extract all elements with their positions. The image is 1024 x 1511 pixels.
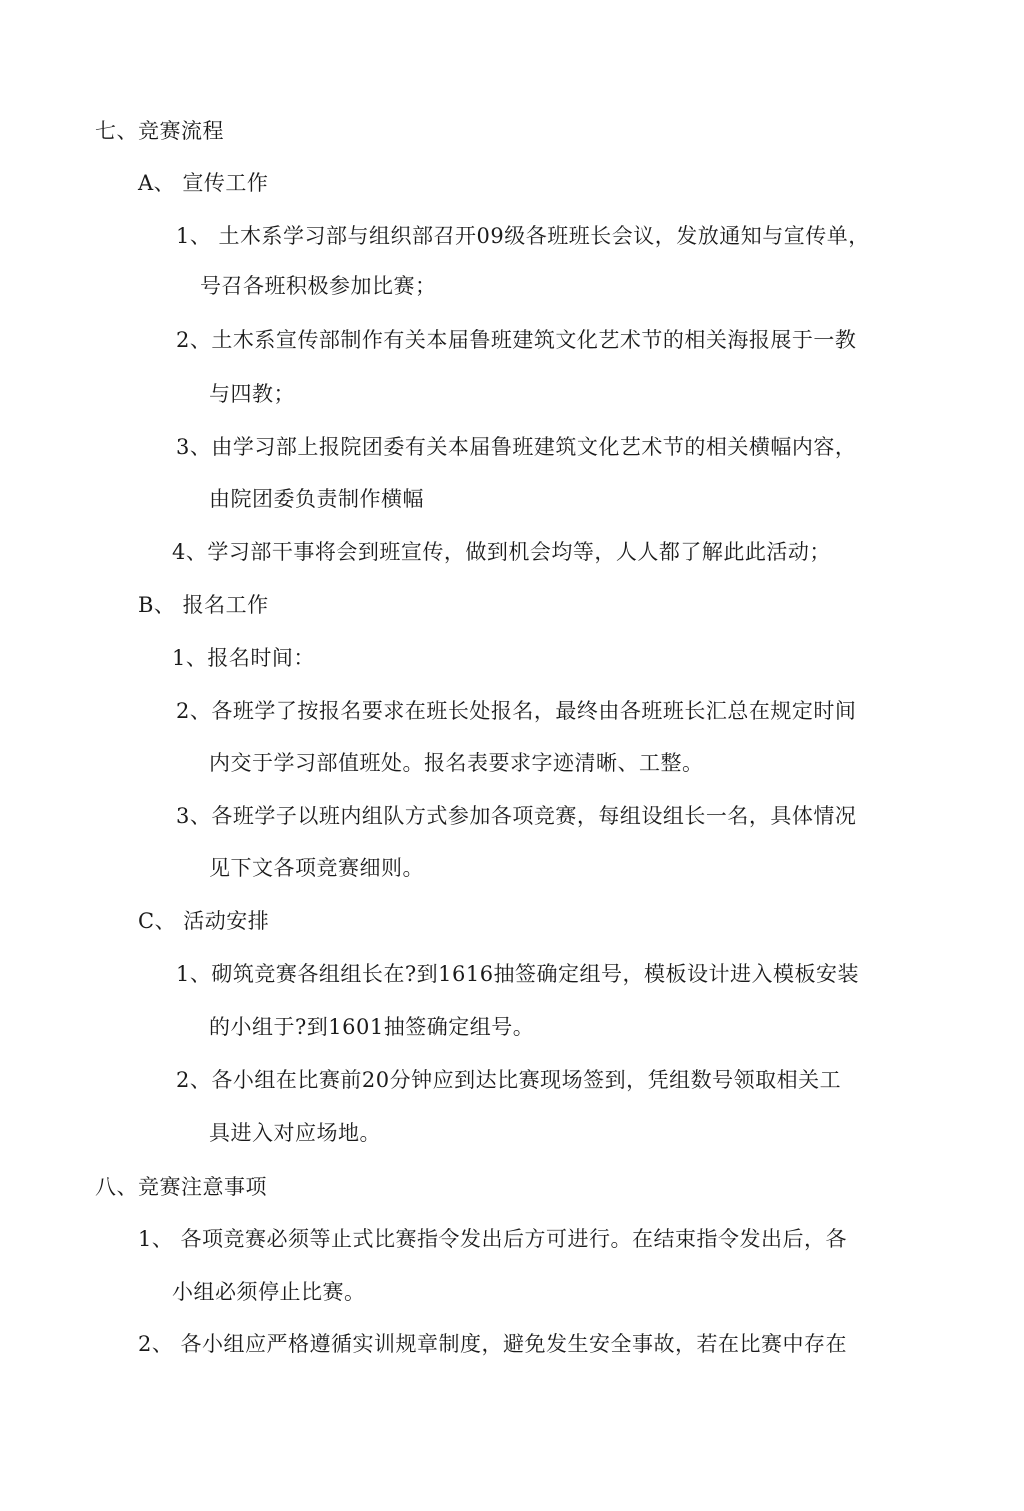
section7b-heading: B、 报名工作 [138,593,269,617]
section7c-item1-line1: 1、砌筑竞赛各组组长在?到1616抽签确定组号，模板设计进入模板安装 [176,962,860,986]
section7c-item1-line2: 的小组于?到1601抽签确定组号。 [209,1015,535,1039]
section7a-item1-line1: 1、 土木系学习部与组织部召开09级各班班长会议，发放通知与宣传单， [176,224,870,248]
section7-heading: 七、竞赛流程 [95,119,224,143]
section7b-item3-line2: 见下文各项竞赛细则。 [209,856,424,880]
section7c-heading: C、 活动安排 [138,909,270,933]
section7a-heading: A、 宣传工作 [138,171,269,195]
section7a-item3-line2: 由院团委负责制作横幅 [209,487,424,511]
section8-item1-line2: 小组必须停止比赛。 [172,1280,366,1304]
section8-item1-line1: 1、 各项竞赛必须等止式比赛指令发出后方可进行。在结束指令发出后，各 [138,1227,848,1251]
section8-item2-line1: 2、 各小组应严格遵循实训规章制度，避免发生安全事故，若在比赛中存在 [138,1332,848,1356]
section7a-item2-line2: 与四教； [209,382,295,406]
section7b-item1-line1: 1、报名时间： [172,646,315,670]
section7a-item4-line1: 4、学习部干事将会到班宣传，做到机会均等，人人都了解此此活动； [172,540,831,564]
section7c-item2-line1: 2、各小组在比赛前20分钟应到达比赛现场签到，凭组数号领取相关工 [176,1068,842,1092]
section7a-item2-line1: 2、土木系宣传部制作有关本届鲁班建筑文化艺术节的相关海报展于一教 [176,328,857,352]
section7b-item2-line2: 内交于学习部值班处。报名表要求字迹清晰、工整。 [209,751,704,775]
section7a-item1-line2: 号召各班积极参加比赛； [200,274,437,298]
section8-heading: 八、竞赛注意事项 [95,1175,267,1199]
section7b-item2-line1: 2、各班学了按报名要求在班长处报名，最终由各班班长汇总在规定时间 [176,699,857,723]
section7c-item2-line2: 具进入对应场地。 [209,1121,381,1145]
section7a-item3-line1: 3、由学习部上报院团委有关本届鲁班建筑文化艺术节的相关横幅内容， [176,435,857,459]
section7b-item3-line1: 3、各班学子以班内组队方式参加各项竞赛，每组设组长一名，具体情况 [176,804,857,828]
